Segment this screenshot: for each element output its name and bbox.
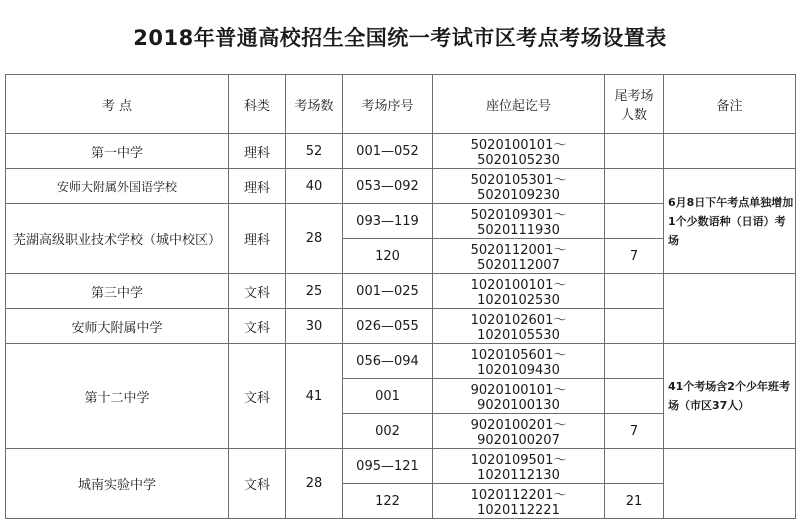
header-seat-range: 座位起讫号 [433,75,605,134]
cell-subject: 理科 [229,134,286,169]
cell-last: 7 [605,414,664,449]
header-last-room-line1: 尾考场 [614,89,654,104]
cell-seat-range: 1020100101～1020102530 [433,274,605,309]
cell-rooms: 28 [286,449,343,519]
cell-last [605,169,664,204]
cell-site: 安师大附属外国语学校 [6,169,229,204]
cell-subject: 文科 [229,344,286,449]
cell-remark [664,449,796,519]
cell-last: 7 [605,239,664,274]
header-site: 考 点 [6,75,229,134]
cell-room-range: 001 [343,379,433,414]
cell-room-range: 120 [343,239,433,274]
cell-rooms: 40 [286,169,343,204]
table-row [6,169,796,204]
cell-site: 第一中学 [6,134,229,169]
cell-subject: 文科 [229,309,286,344]
cell-last [605,134,664,169]
cell-room-range: 053—092 [343,169,433,204]
cell-last [605,274,664,309]
cell-site: 城南实验中学 [6,449,229,519]
cell-last [605,344,664,379]
cell-seat-range: 5020105301～5020109230 [433,169,605,204]
cell-subject: 文科 [229,274,286,309]
cell-site: 第三中学 [6,274,229,309]
cell-rooms: 30 [286,309,343,344]
exam-site-table [5,74,796,519]
cell-seat-range: 1020105601～1020109430 [433,344,605,379]
cell-remark [664,274,796,344]
cell-subject: 文科 [229,449,286,519]
cell-last [605,449,664,484]
cell-subject: 理科 [229,169,286,204]
cell-room-range: 002 [343,414,433,449]
cell-remark-note2: 41个考场含2个少年班考场（市区37人） [664,344,796,449]
table-row [6,449,796,484]
table-row [6,344,796,379]
header-last-room [605,75,664,134]
cell-seat-range: 5020112001～5020112007 [433,239,605,274]
cell-subject: 理科 [229,204,286,274]
cell-remark [664,134,796,169]
cell-site: 芜湖高级职业技术学校（城中校区） [6,204,229,274]
header-subject: 科类 [229,75,286,134]
header-room-range: 考场序号 [343,75,433,134]
cell-seat-range: 5020109301～5020111930 [433,204,605,239]
cell-last [605,309,664,344]
cell-seat-range: 9020100101～9020100130 [433,379,605,414]
cell-room-range: 001—025 [343,274,433,309]
cell-room-range: 001—052 [343,134,433,169]
cell-last: 21 [605,484,664,519]
cell-seat-range: 5020100101～5020105230 [433,134,605,169]
header-rooms: 考场数 [286,75,343,134]
cell-room-range: 122 [343,484,433,519]
cell-rooms: 41 [286,344,343,449]
cell-room-range: 026—055 [343,309,433,344]
header-last-room-line2: 人数 [620,108,647,123]
cell-last [605,204,664,239]
cell-last [605,379,664,414]
cell-rooms: 28 [286,204,343,274]
header-remark: 备注 [664,75,796,134]
cell-rooms: 52 [286,134,343,169]
header-row [6,75,796,134]
cell-seat-range: 1020112201～1020112221 [433,484,605,519]
table-row [6,274,796,309]
cell-site: 安师大附属中学 [6,309,229,344]
cell-seat-range: 1020109501～1020112130 [433,449,605,484]
page-title: 2018年普通高校招生全国统一考试市区考点考场设置表 [133,26,667,50]
cell-rooms: 25 [286,274,343,309]
cell-seat-range: 9020100201～9020100207 [433,414,605,449]
cell-seat-range: 1020102601～1020105530 [433,309,605,344]
table-row [6,134,796,169]
cell-room-range: 056—094 [343,344,433,379]
cell-room-range: 093—119 [343,204,433,239]
cell-site: 第十二中学 [6,344,229,449]
cell-remark-note1: 6月8日下午考点单独增加1个少数语种（日语）考场 [664,169,796,274]
cell-room-range: 095—121 [343,449,433,484]
